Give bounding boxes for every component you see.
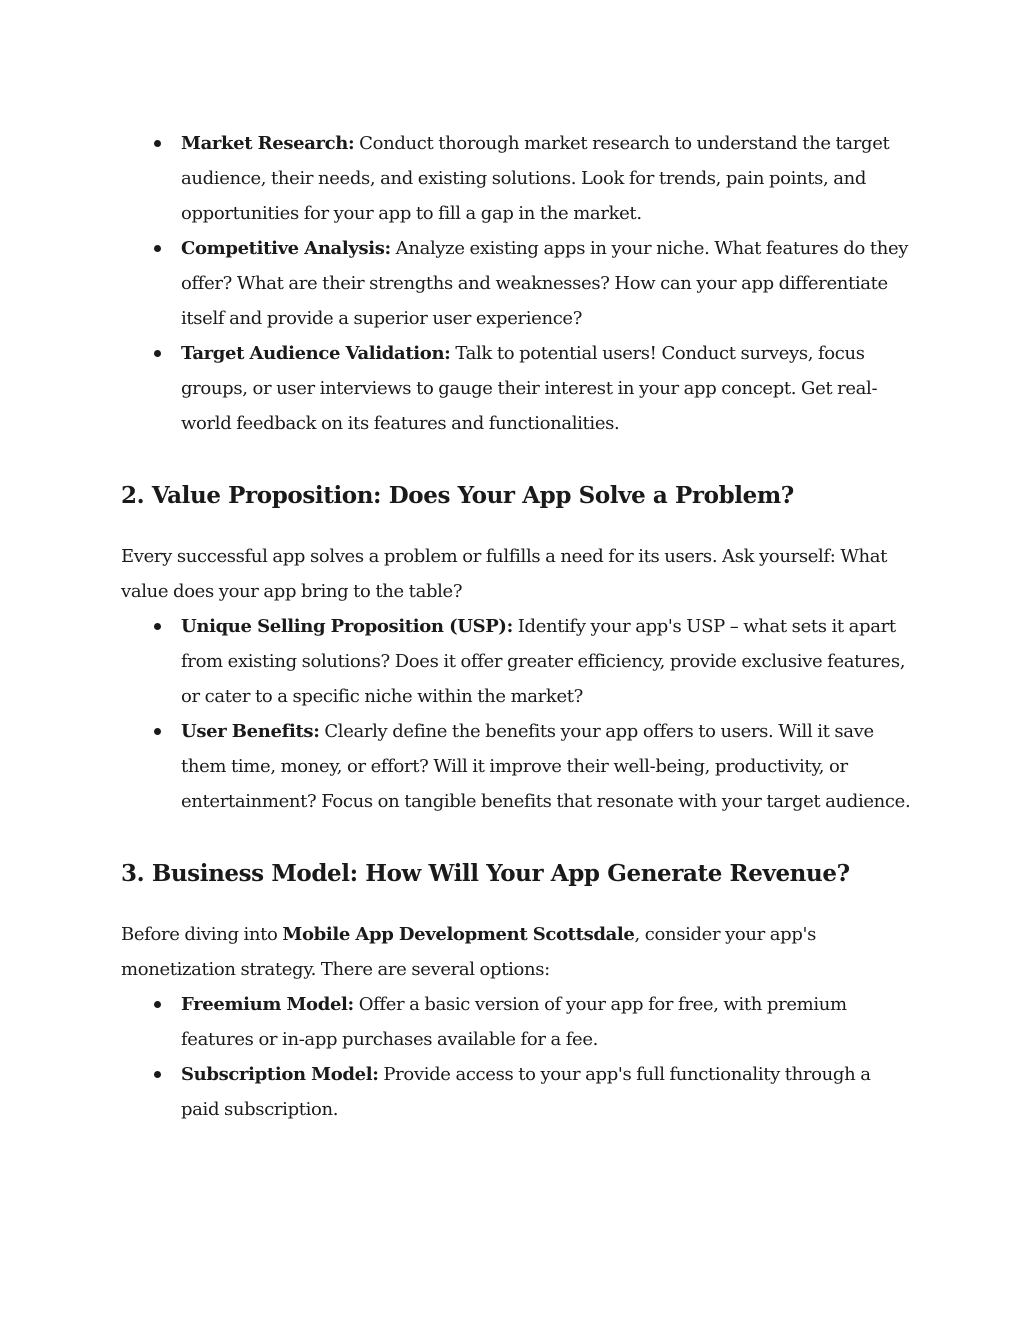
list-item-title: Target Audience Validation:	[181, 343, 451, 364]
document-page	[121, 126, 911, 1127]
list-item-title: Competitive Analysis:	[181, 238, 391, 259]
list-item	[121, 987, 911, 1057]
list-item	[121, 336, 911, 441]
bullet-icon	[154, 140, 161, 147]
section-intro-value-proposition: Every successful app solves a problem or fulfills a need for its users. Ask yourself: What value does your app bring to the table?	[121, 546, 887, 602]
intro-text-after: , consider your app's monetization strategy. There are several options:	[121, 924, 817, 980]
bullet-icon	[154, 350, 161, 357]
list-item-text: Talk to potential users! Conduct surveys, focus groups, or user interviews to gauge their interest in your app concept. Get real-world feedback on its features and functionalities.	[181, 343, 878, 434]
list-item	[121, 609, 911, 714]
list-item-text: Identify your app's USP – what sets it apart from existing solutions? Does it offer greater efficiency, provide exclusive features, or cater to a specific niche within the market?	[181, 616, 906, 707]
list-item-text: Clearly define the benefits your app offers to users. Will it save them time, money, or effort? Will it improve their well-being, productivity, or entertainment? Focus on tangible benefits that resonate with your target audience.	[181, 721, 911, 812]
list-item-title: Market Research:	[181, 133, 355, 154]
list-item-text: Analyze existing apps in your niche. What features do they offer? What are their strengths and weaknesses? How can your app differentiate itself and provide a superior user experience?	[181, 238, 909, 329]
list-item-title: Unique Selling Proposition (USP):	[181, 616, 513, 637]
bullet-icon	[154, 245, 161, 252]
list-item	[121, 714, 911, 819]
section-intro-business-model	[121, 917, 911, 987]
intro-text-before: Before diving into	[121, 924, 283, 945]
list-item-title: User Benefits:	[181, 721, 320, 742]
list-item-text: Conduct thorough market research to understand the target audience, their needs, and existing solutions. Look for trends, pain points, and opportunities for your app to fill a gap in the market.	[181, 133, 890, 224]
intro-bold-link-text: Mobile App Development Scottsdale	[282, 924, 635, 945]
bullet-icon	[154, 1001, 161, 1008]
bullet-icon	[154, 728, 161, 735]
list-item	[121, 126, 911, 231]
list-item-title: Subscription Model:	[181, 1064, 379, 1085]
list-item-text: Provide access to your app's full functionality through a paid subscription.	[181, 1064, 871, 1120]
section-heading-value-proposition: 2. Value Proposition: Does Your App Solve a Problem?	[121, 482, 794, 509]
list-item	[121, 231, 911, 336]
list-item	[121, 1057, 911, 1127]
research-list	[121, 126, 911, 441]
bullet-icon	[154, 1071, 161, 1078]
section-heading-business-model: 3. Business Model: How Will Your App Generate Revenue?	[121, 860, 850, 887]
business-model-list	[121, 987, 911, 1127]
bullet-icon	[154, 623, 161, 630]
list-item-text: Offer a basic version of your app for free, with premium features or in-app purchases available for a fee.	[181, 994, 847, 1050]
list-item-title: Freemium Model:	[181, 994, 354, 1015]
value-proposition-list	[121, 609, 911, 819]
